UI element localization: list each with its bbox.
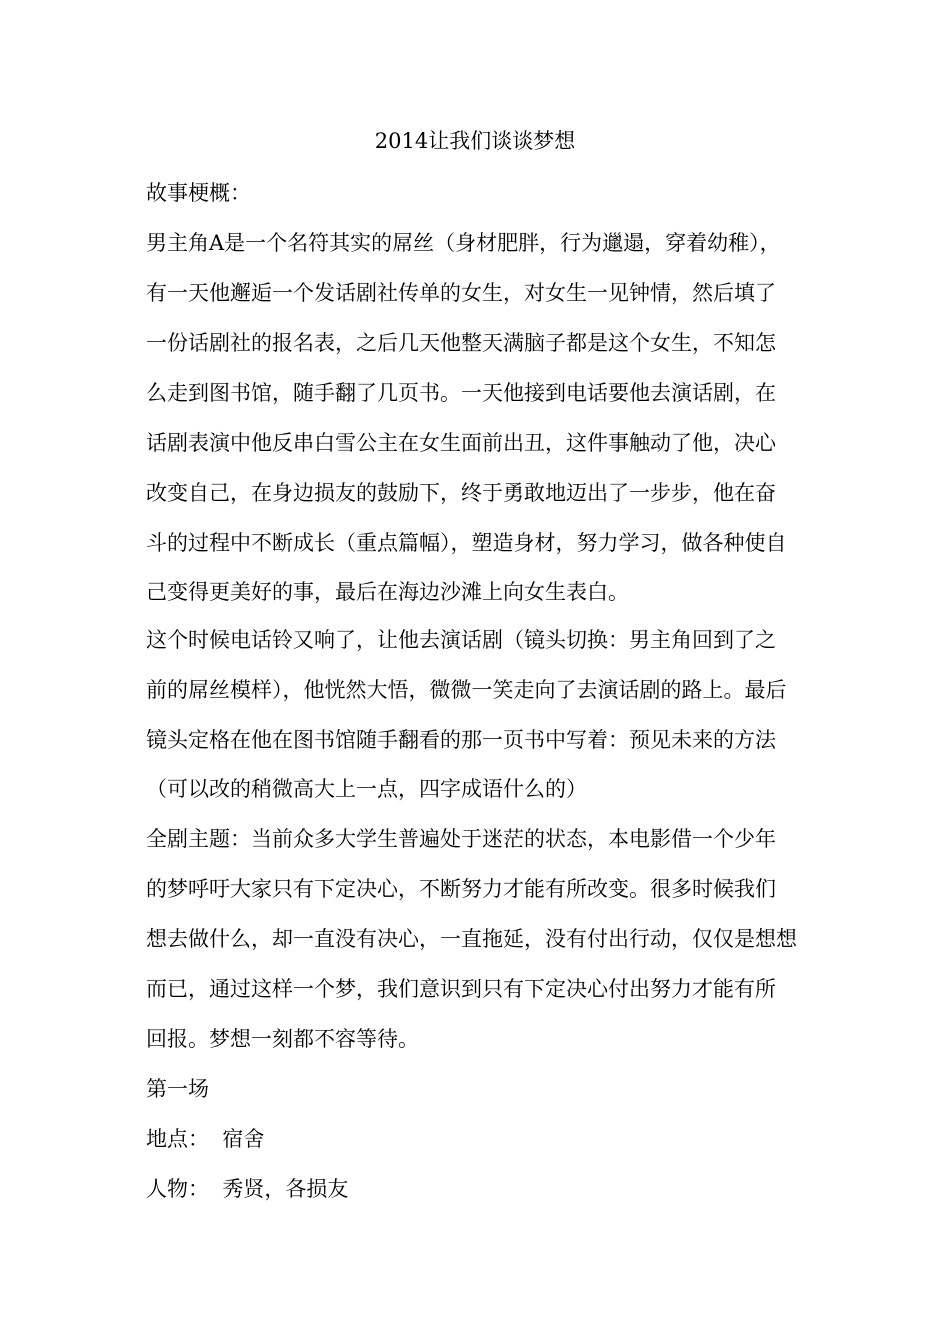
synopsis-heading: 故事梗概： xyxy=(146,181,251,205)
text-line: 这个时候电话铃又响了，让他去演话剧（镜头切换：男主角回到了之 xyxy=(146,628,776,652)
text-line: 己变得更美好的事，最后在海边沙滩上向女生表白。 xyxy=(146,580,629,604)
scene-heading: 第一场 xyxy=(146,1077,209,1101)
document-title: 2014让我们谈谈梦想 xyxy=(374,129,576,153)
text-line: 一份话剧社的报名表，之后几天他整天满脑子都是这个女生，不知怎 xyxy=(146,331,776,355)
scene-location: 地点： 宿舍 xyxy=(146,1127,265,1151)
text-line: 有一天他邂逅一个发话剧社传单的女生，对女生一见钟情，然后填了 xyxy=(146,281,776,305)
text-line: 镜头定格在他在图书馆随手翻看的那一页书中写着：预见未来的方法 xyxy=(146,728,776,752)
theme-line: 全剧主题：当前众多大学生普遍处于迷茫的状态，本电影借一个少年 xyxy=(146,827,776,851)
text-line: 想去做什么，却一直没有决心，一直拖延，没有付出行动，仅仅是想想 xyxy=(146,927,797,951)
text-line: 斗的过程中不断成长（重点篇幅），塑造身材，努力学习，做各种使自 xyxy=(146,531,787,555)
text-line: 么走到图书馆，随手翻了几页书。一天他接到电话要他去演话剧，在 xyxy=(146,381,776,405)
text-line: 而已，通过这样一个梦，我们意识到只有下定决心付出努力才能有所 xyxy=(146,977,776,1001)
text-line: 改变自己，在身边损友的鼓励下，终于勇敢地迈出了一步步，他在奋 xyxy=(146,481,776,505)
scene-characters: 人物： 秀贤，各损友 xyxy=(146,1177,349,1201)
text-line: 前的屌丝模样），他恍然大悟，微微一笑走向了去演话剧的路上。最后 xyxy=(146,678,787,702)
text-line: 男主角A是一个名符其实的屌丝（身材肥胖，行为邋遢，穿着幼稚）， xyxy=(146,231,781,255)
text-line: 话剧表演中他反串白雪公主在女生面前出丑，这件事触动了他，决心 xyxy=(146,431,776,455)
text-line: 的梦呼吁大家只有下定决心，不断努力才能有所改变。很多时候我们 xyxy=(146,877,776,901)
text-line: （可以改的稍微高大上一点，四字成语什么的） xyxy=(146,777,587,801)
text-line: 回报。梦想一刻都不容等待。 xyxy=(146,1027,419,1051)
